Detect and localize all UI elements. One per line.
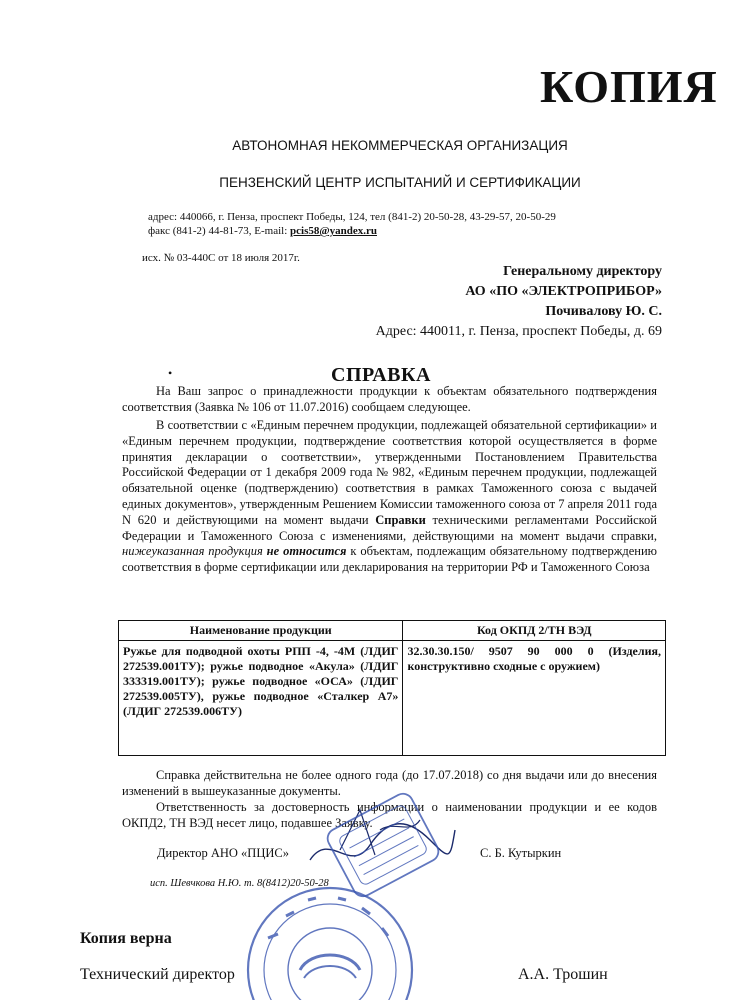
- email-link[interactable]: pcis58@yandex.ru: [290, 225, 377, 237]
- table-header-code: Код ОКПД 2/ТН ВЭД: [403, 621, 666, 641]
- technical-director-title: Технический директор: [80, 966, 235, 983]
- p2-text-b: техническими регламентами Российской Федерации и Таможенного Союза с изменениями, действующими на момент выдачи справки,: [122, 512, 657, 543]
- table-cell-product: Ружье для подводной охоты РПП -4, -4М (ЛДИГ 272539.001ТУ); ружье подводное «Акула» (ЛДИГ 333319.001ТУ); ружье подводное «ОСА» (ЛДИГ 272539.005ТУ), ружье подводное «Сталкер А7» (ЛДИГ 272539.006ТУ): [119, 641, 403, 756]
- contact-fax: факс (841-2) 44-81-73, E-mail:: [148, 225, 291, 237]
- body-paragraph-4: Ответственность за достоверность информации о наименовании продукции и ее кодов ОКПД2, ТН ВЭД несет лицо, подавшее Заявку.: [122, 800, 657, 830]
- table-cell-code: 32.30.30.150/ 9507 90 000 0 (Изделия, конструктивно сходные с оружием): [403, 641, 666, 756]
- p2-text-c: к объектам, подлежащим обязательному подтверждению соответствия в форме сертификации или декларирования на территории РФ и Таможенного Союза: [122, 544, 657, 575]
- recipient-position: Генеральному директору: [503, 264, 662, 279]
- certified-copy-label: Копия верна: [80, 930, 172, 947]
- signatory-title: Директор АНО «ПЦИС»: [157, 846, 289, 860]
- executor-note: исп. Шевчкова Н.Ю. т. 8(8412)20-50-28: [150, 878, 329, 889]
- p2-text-a: В соответствии с «Единым перечнем продукции, подлежащей обязательной сертификации» и «Единым перечнем продукции, подтверждение соответствия которой осуществляется в форме принятия декларации о соответствии», утвержденными Постановлением Правительства Российской Федерации от 1 декабря 2009 года № 982, «Единым перечнем продукции, подлежащей обязательной оценке (подтверждению) соответствия в рамках Таможенного союза с выдачей единых документов», утвержденным Решением Комиссии таможенного союза от 7 апреля 2011 года N 620 и действующими на момент выдачи: [122, 418, 657, 527]
- p2-text-italic: нижеуказанная продукция: [122, 544, 267, 559]
- recipient-block: [376, 262, 662, 342]
- contact-address: адрес: 440066, г. Пенза, проспект Победы, 124, тел (841-2) 20-50-28, 43-29-57, 20-50-29: [148, 211, 556, 223]
- signatory-name: С. Б. Кутыркин: [480, 846, 562, 860]
- body-paragraph-2: [122, 418, 657, 576]
- org-name-line2: ПЕНЗЕНСКИЙ ЦЕНТР ИСПЫТАНИЙ И СЕРТИФИКАЦИИ: [219, 175, 581, 190]
- p2-keyword-spravki: Справки: [375, 512, 426, 527]
- products-table: [118, 620, 666, 756]
- outgoing-ref: исх. № 03-440С от 18 июля 2017г.: [142, 252, 300, 264]
- contact-fax-email: [148, 224, 556, 238]
- recipient-company: АО «ПО «ЭЛЕКТРОПРИБОР»: [465, 284, 662, 299]
- table-header-row: [119, 621, 666, 641]
- table-row: [119, 641, 666, 756]
- table-header-product: Наименование продукции: [119, 621, 403, 641]
- p2-keyword-not-applicable: не относится: [266, 544, 347, 559]
- margin-dot: •: [168, 366, 173, 380]
- recipient-name: Почивалову Ю. С.: [545, 304, 662, 319]
- copy-stamp-label: КОПИЯ: [540, 61, 718, 112]
- body-paragraph-1: На Ваш запрос о принадлежности продукции к объектам обязательного подтверждения соответствия (Заявка № 106 от 11.07.2016) сообщаем следующее.: [122, 384, 657, 414]
- recipient-address: Адрес: 440011, г. Пенза, проспект Победы, д. 69: [375, 324, 662, 339]
- body-paragraph-3: Справка действительна не более одного года (до 17.07.2018) со дня выдачи или до внесения изменений в вышеуказанные документы.: [122, 768, 657, 798]
- contacts-block: [148, 210, 556, 238]
- org-name-line1: АВТОНОМНАЯ НЕКОММЕРЧЕСКАЯ ОРГАНИЗАЦИЯ: [232, 138, 568, 153]
- round-seal: [238, 878, 418, 1000]
- document-title: СПРАВКА: [331, 364, 431, 386]
- technical-director-name: А.А. Трошин: [518, 966, 608, 983]
